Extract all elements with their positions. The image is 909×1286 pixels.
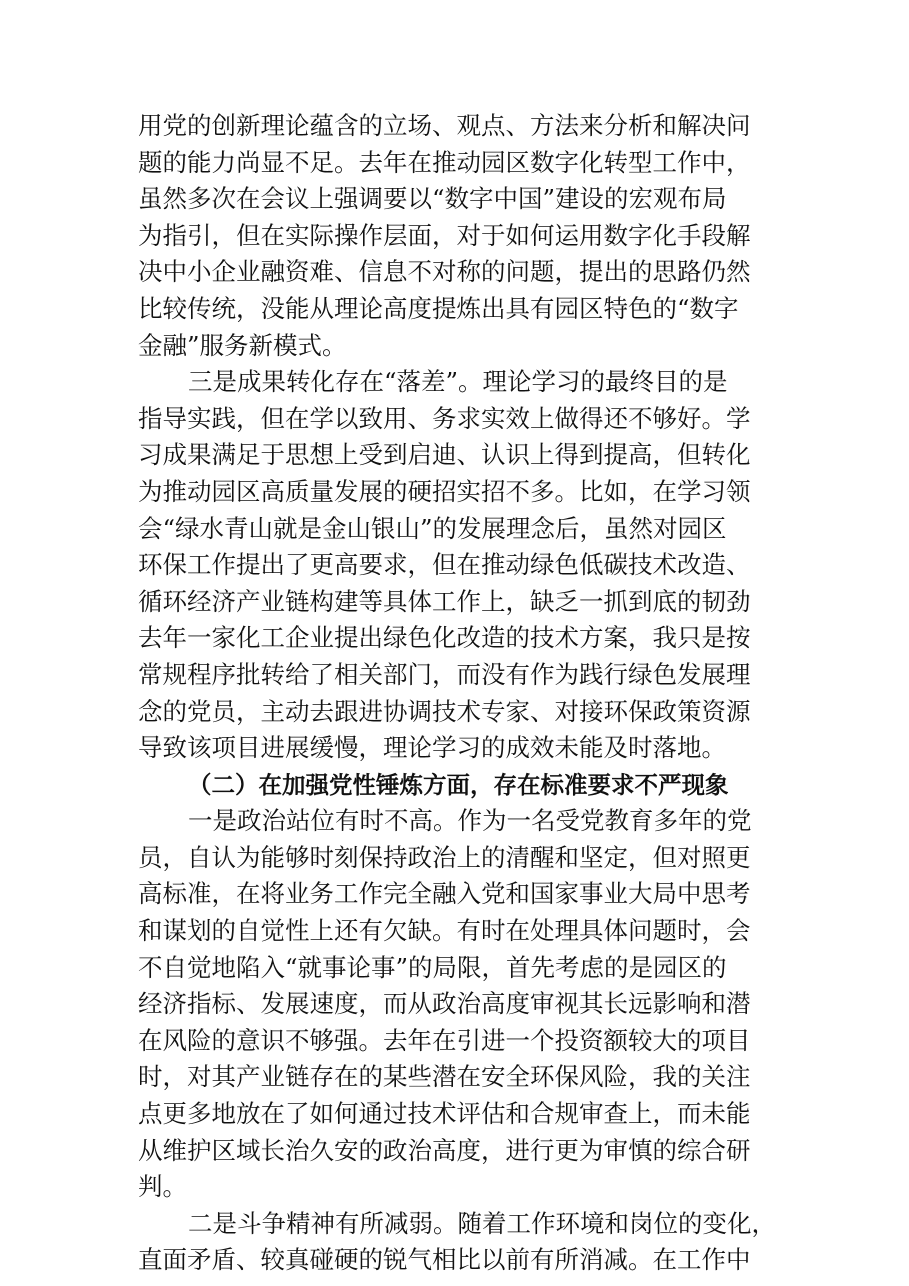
text-line: 和谋划的自觉性上还有欠缺。有时在处理具体问题时，会: [138, 916, 751, 946]
text-line: 常规程序批转给了相关部门，而没有作为践行绿色发展理: [138, 659, 751, 689]
text-line: 判。: [138, 1172, 187, 1202]
text-line: 会“绿水青山就是金山银山”的发展理念后，虽然对园区: [138, 513, 727, 543]
text-line: 题的能力尚显不足。去年在推动园区数字化转型工作中，: [138, 147, 751, 177]
text-line: 习成果满足于思想上受到启迪、认识上得到提高，但转化: [138, 440, 751, 470]
document-body: [138, 108, 790, 1279]
text-line: 去年一家化工企业提出绿色化改造的技术方案，我只是按: [138, 623, 751, 653]
text-line: 员，自认为能够时刻保持政治上的清醒和坚定，但对照更: [138, 842, 751, 872]
paragraph-start-line: 三是成果转化存在“落差”。理论学习的最终目的是: [188, 367, 728, 397]
text-line: 念的党员，主动去跟进协调技术专家、对接环保政策资源: [138, 696, 751, 726]
text-line: 高标准，在将业务工作完全融入党和国家事业大局中思考: [138, 879, 751, 909]
text-line: 从维护区域长治久安的政治高度，进行更为审慎的综合研: [138, 1135, 751, 1165]
paragraph-start-line: 二是斗争精神有所减弱。随着工作环境和岗位的变化，: [188, 1208, 776, 1238]
text-line: 决中小企业融资难、信息不对称的问题，提出的思路仍然: [138, 257, 751, 287]
text-line: 虽然多次在会议上强调要以“数字中国”建设的宏观布局: [138, 184, 727, 214]
text-line: 环保工作提出了更高要求，但在推动绿色低碳技术改造、: [138, 550, 751, 580]
text-line: 循环经济产业链构建等具体工作上，缺乏一抓到底的韧劲: [138, 586, 751, 616]
text-line: 在风险的意识不够强。去年在引进一个投资额较大的项目: [138, 1025, 751, 1055]
text-line: 为推动园区高质量发展的硬招实招不多。比如，在学习领: [138, 476, 751, 506]
paragraph-start-line: 一是政治站位有时不高。作为一名受党教育多年的党: [188, 806, 752, 836]
text-line: 时，对其产业链存在的某些潜在安全环保风险，我的关注: [138, 1062, 751, 1092]
text-line: 指导实践，但在学以致用、务求实效上做得还不够好。学: [138, 403, 751, 433]
section-heading: （二）在加强党性锤炼方面，存在标准要求不严现象: [188, 770, 729, 799]
text-line: 直面矛盾、较真碰硬的锐气相比以前有所消减。在工作中: [138, 1245, 751, 1275]
text-line: 用党的创新理论蕴含的立场、观点、方法来分析和解决问: [138, 111, 751, 140]
text-line: 为指引，但在实际操作层面，对于如何运用数字化手段解: [138, 220, 751, 250]
text-line: 金融”服务新模式。: [138, 330, 347, 360]
text-line: 经济指标、发展速度，而从政治高度审视其长远影响和潜: [138, 989, 751, 1019]
text-line: 点更多地放在了如何通过技术评估和合规审查上，而未能: [138, 1099, 751, 1129]
text-line: 不自觉地陷入“就事论事”的局限，首先考虑的是园区的: [138, 952, 727, 982]
text-line: 导致该项目进展缓慢，理论学习的成效未能及时落地。: [138, 733, 726, 763]
text-line: 比较传统，没能从理论高度提炼出具有园区特色的“数字: [138, 293, 739, 323]
